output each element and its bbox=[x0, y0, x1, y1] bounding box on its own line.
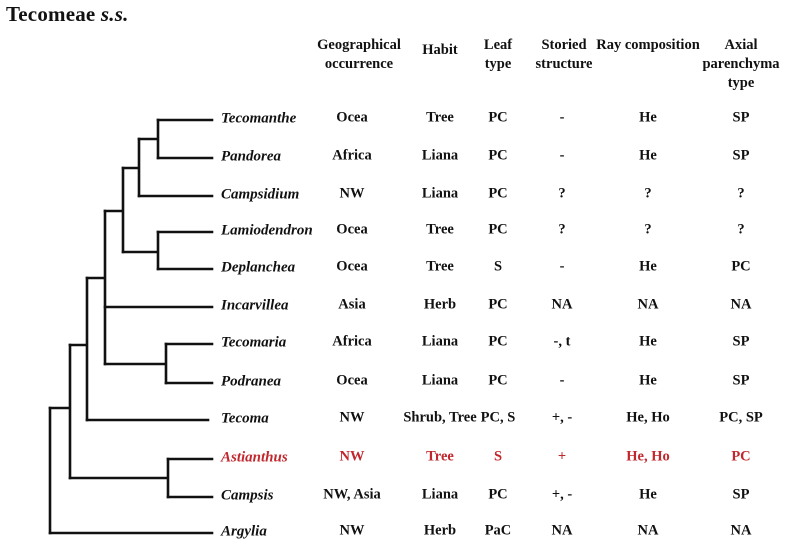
cell-habit: Liana bbox=[421, 372, 459, 389]
column-header-ray-composition: Ray composition bbox=[596, 37, 700, 53]
cell-geo: NW bbox=[339, 185, 365, 202]
cell-storied: NA bbox=[551, 522, 573, 539]
cell-storied: ? bbox=[558, 185, 566, 202]
cell-axial: NA bbox=[730, 296, 752, 313]
cell-axial: PC bbox=[731, 258, 751, 275]
cell-ray: ? bbox=[644, 221, 652, 238]
cell-axial: PC, SP bbox=[719, 409, 763, 426]
cell-geo: Africa bbox=[332, 333, 372, 350]
cell-storied: +, - bbox=[551, 409, 573, 426]
cell-habit: Shrub, Tree bbox=[403, 409, 477, 426]
cell-storied: - bbox=[559, 147, 565, 164]
cell-geo: NW, Asia bbox=[323, 486, 381, 503]
cell-axial: SP bbox=[732, 372, 750, 389]
taxon-label: Tecoma bbox=[221, 410, 269, 427]
cell-geo: Ocea bbox=[336, 258, 368, 275]
cell-axial: SP bbox=[732, 486, 750, 503]
cell-leaf: PC bbox=[488, 147, 508, 164]
cell-ray: He, Ho bbox=[626, 448, 670, 465]
node-astianthus-campsis bbox=[70, 459, 168, 497]
cell-habit: Liana bbox=[421, 333, 459, 350]
cell-geo: Africa bbox=[332, 147, 372, 164]
cell-habit: Tree bbox=[426, 448, 454, 465]
taxon-label: Incarvillea bbox=[221, 297, 289, 314]
cell-leaf: PC, S bbox=[480, 409, 516, 426]
cell-habit: Tree bbox=[426, 221, 454, 238]
cell-axial: NA bbox=[730, 522, 752, 539]
node-plus-campsidium bbox=[123, 139, 139, 196]
taxon-label: Campsis bbox=[221, 487, 274, 504]
cell-leaf: PC bbox=[488, 221, 508, 238]
taxon-label: Tecomaria bbox=[221, 334, 287, 351]
cell-leaf: PC bbox=[488, 333, 508, 350]
cell-ray: NA bbox=[637, 522, 659, 539]
figure-title-suffix: s.s. bbox=[100, 2, 129, 26]
cell-axial: ? bbox=[737, 185, 745, 202]
node-plus-tecoma bbox=[70, 278, 87, 420]
cell-storied: - bbox=[559, 372, 565, 389]
cell-ray: He bbox=[639, 258, 657, 275]
cell-geo: Ocea bbox=[336, 221, 368, 238]
cell-geo: NW bbox=[339, 522, 365, 539]
cell-ray: He bbox=[639, 333, 657, 350]
node-core-polytomy bbox=[87, 211, 105, 364]
cell-axial: PC bbox=[731, 448, 751, 465]
cell-geo: NW bbox=[339, 409, 365, 426]
cell-geo: NW bbox=[339, 448, 365, 465]
cell-habit: Liana bbox=[421, 147, 459, 164]
cell-leaf: PC bbox=[488, 185, 508, 202]
cell-leaf: S bbox=[493, 448, 503, 465]
node-above-root bbox=[50, 345, 70, 478]
taxon-label: Pandorea bbox=[221, 148, 281, 165]
cell-axial: SP bbox=[732, 109, 750, 126]
cell-geo: Ocea bbox=[336, 109, 368, 126]
cell-storied: + bbox=[557, 448, 567, 465]
cell-geo: Asia bbox=[338, 296, 366, 313]
node-tecomaria-podranea bbox=[105, 344, 166, 383]
taxon-label: Podranea bbox=[221, 373, 281, 390]
cell-habit: Liana bbox=[421, 185, 459, 202]
cell-habit: Liana bbox=[421, 486, 459, 503]
taxon-label: Lamiodendron bbox=[221, 222, 313, 239]
cell-leaf: PC bbox=[488, 109, 508, 126]
cell-ray: He bbox=[639, 109, 657, 126]
column-header-leaf-type: Leaf type bbox=[483, 37, 513, 72]
cell-habit: Tree bbox=[426, 109, 454, 126]
node-tecomanthe-pandorea bbox=[139, 120, 158, 158]
cell-habit: Tree bbox=[426, 258, 454, 275]
taxon-label: Campsidium bbox=[221, 186, 300, 203]
cell-ray: NA bbox=[637, 296, 659, 313]
cell-leaf: PaC bbox=[484, 522, 512, 539]
node-upper-clade bbox=[105, 168, 123, 252]
cell-storied: - bbox=[559, 109, 565, 126]
taxon-label: Deplanchea bbox=[221, 259, 296, 276]
cell-storied: - bbox=[559, 258, 565, 275]
cell-ray: He, Ho bbox=[626, 409, 670, 426]
cell-geo: Ocea bbox=[336, 372, 368, 389]
taxon-label: Tecomanthe bbox=[221, 110, 297, 127]
cell-ray: He bbox=[639, 372, 657, 389]
cell-axial: SP bbox=[732, 147, 750, 164]
node-lamiodendron-deplanchea bbox=[123, 232, 158, 269]
cell-leaf: PC bbox=[488, 486, 508, 503]
figure-title-main: Tecomeae bbox=[6, 2, 96, 26]
column-header-storied-structure: Storied structure bbox=[535, 37, 593, 72]
cell-leaf: PC bbox=[488, 296, 508, 313]
column-header-axial-parenchyma-type: Axial parenchyma type bbox=[702, 37, 780, 91]
cell-habit: Herb bbox=[423, 296, 457, 313]
cell-storied: ? bbox=[558, 221, 566, 238]
cell-leaf: S bbox=[493, 258, 503, 275]
taxon-label: Argylia bbox=[221, 523, 267, 540]
cell-leaf: PC bbox=[488, 372, 508, 389]
cell-storied: -, t bbox=[553, 333, 571, 350]
cell-ray: He bbox=[639, 147, 657, 164]
cell-axial: ? bbox=[737, 221, 745, 238]
cell-ray: ? bbox=[644, 185, 652, 202]
column-header-geographical-occurrence: Geographical occurrence bbox=[317, 37, 401, 72]
cell-habit: Herb bbox=[423, 522, 457, 539]
cell-storied: +, - bbox=[551, 486, 573, 503]
cell-ray: He bbox=[639, 486, 657, 503]
column-header-habit: Habit bbox=[422, 42, 458, 58]
taxon-label: Astianthus bbox=[221, 449, 288, 466]
cell-storied: NA bbox=[551, 296, 573, 313]
cell-axial: SP bbox=[732, 333, 750, 350]
